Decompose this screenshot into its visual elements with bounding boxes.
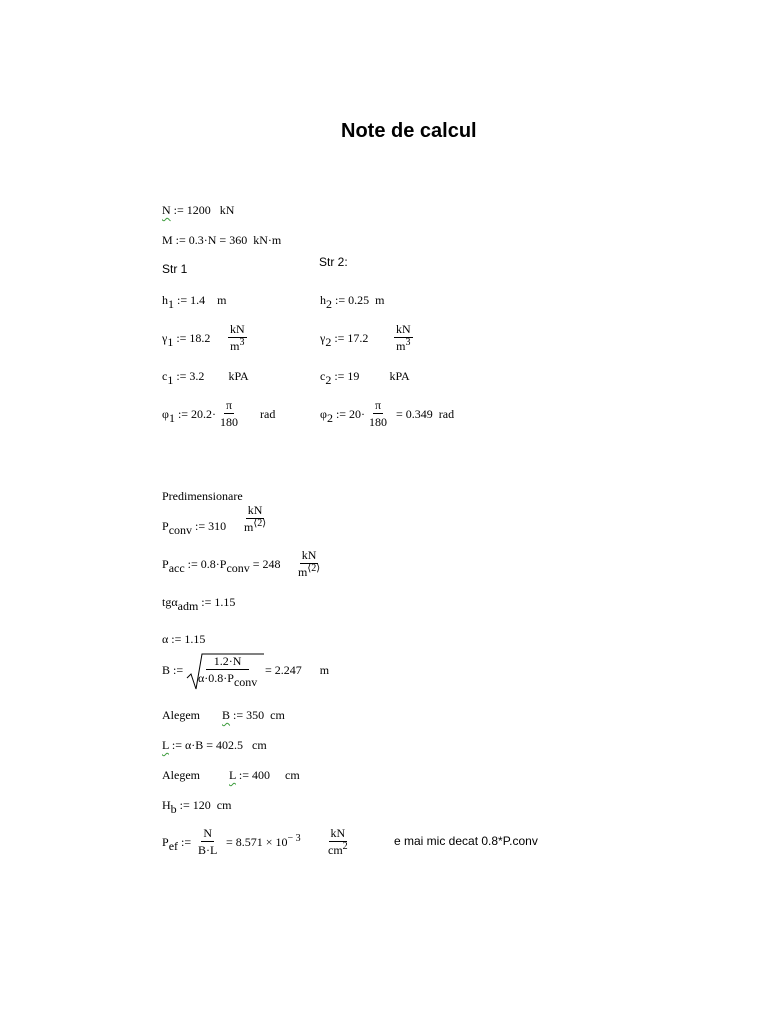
- pef-result: = $8.571 \times 10^{- 3}$: [226, 833, 301, 849]
- pacc-definition: Pacc := 0.8·Pconv = 248: [162, 557, 281, 575]
- h2-definition: h2 := 0.25 m: [320, 293, 385, 311]
- alegem-l-definition: L := 400 cm: [229, 768, 300, 782]
- hb-definition: Hb := 120 cm: [162, 798, 232, 816]
- pconv-unit: $\frac{kN}{m^{⟨2⟩}}$: [244, 503, 267, 535]
- pconv-definition: Pconv := 310: [162, 519, 227, 537]
- tgalpha-definition: tgαadm := 1.15: [162, 595, 236, 613]
- h1-definition: h1 := 1.4 m: [162, 293, 227, 311]
- str2-label: Str 2:: [319, 255, 348, 269]
- phi2-result: = 0.349 rad: [396, 407, 455, 421]
- pef-note: e mai mic decat 0.8*P.conv: [394, 834, 538, 848]
- alegem-l-label: Alegem: [162, 768, 200, 782]
- pacc-unit: $\frac{kN}{m^{⟨2⟩}}$: [298, 548, 321, 580]
- str1-label: Str 1: [162, 262, 188, 276]
- alpha-definition: α := 1.15: [162, 632, 206, 646]
- page-title: Note de calcul: [341, 120, 477, 142]
- pef-fraction: $\frac{N}{B\cdot L}$: [198, 826, 218, 858]
- pef-lhs: Pef :=: [162, 835, 192, 853]
- c1-definition: c1 := 3.2 kPA: [162, 369, 249, 387]
- phi1-definition: φ1 := 20.2·: [162, 407, 217, 425]
- m-definition: M := 0.3·N = 360 kN·m: [162, 233, 282, 247]
- gamma2-unit: $\frac{kN}{m^3}$: [396, 322, 411, 354]
- predimensionare-label: Predimensionare: [162, 489, 243, 503]
- pef-unit: $\frac{kN}{cm^2}$: [328, 826, 348, 858]
- n-definition: N := 1200 kN: [162, 203, 235, 217]
- b-lhs: B :=: [162, 663, 184, 677]
- phi1-fraction: $\frac{\pi}{180}$: [220, 398, 238, 430]
- c2-definition: c2 := 19 kPA: [320, 369, 410, 387]
- gamma2-definition: γ2 := 17.2: [320, 331, 369, 349]
- alegem-b-label: Alegem: [162, 708, 200, 722]
- phi2-fraction: $\frac{\pi}{180}$: [369, 398, 387, 430]
- phi1-unit: rad: [260, 407, 276, 421]
- b-result: = 2.247 m: [265, 663, 330, 677]
- gamma1-definition: γ1 := 18.2: [162, 331, 211, 349]
- l-definition: L := α·B = 402.5 cm: [162, 738, 267, 752]
- phi2-definition: φ2 := 20·: [320, 407, 366, 425]
- alegem-b-definition: B := 350 cm: [222, 708, 285, 722]
- b-fraction: 1.2·N α·0.8·Pconv: [198, 654, 258, 690]
- gamma1-unit: $\frac{kN}{m^3}$: [230, 322, 245, 354]
